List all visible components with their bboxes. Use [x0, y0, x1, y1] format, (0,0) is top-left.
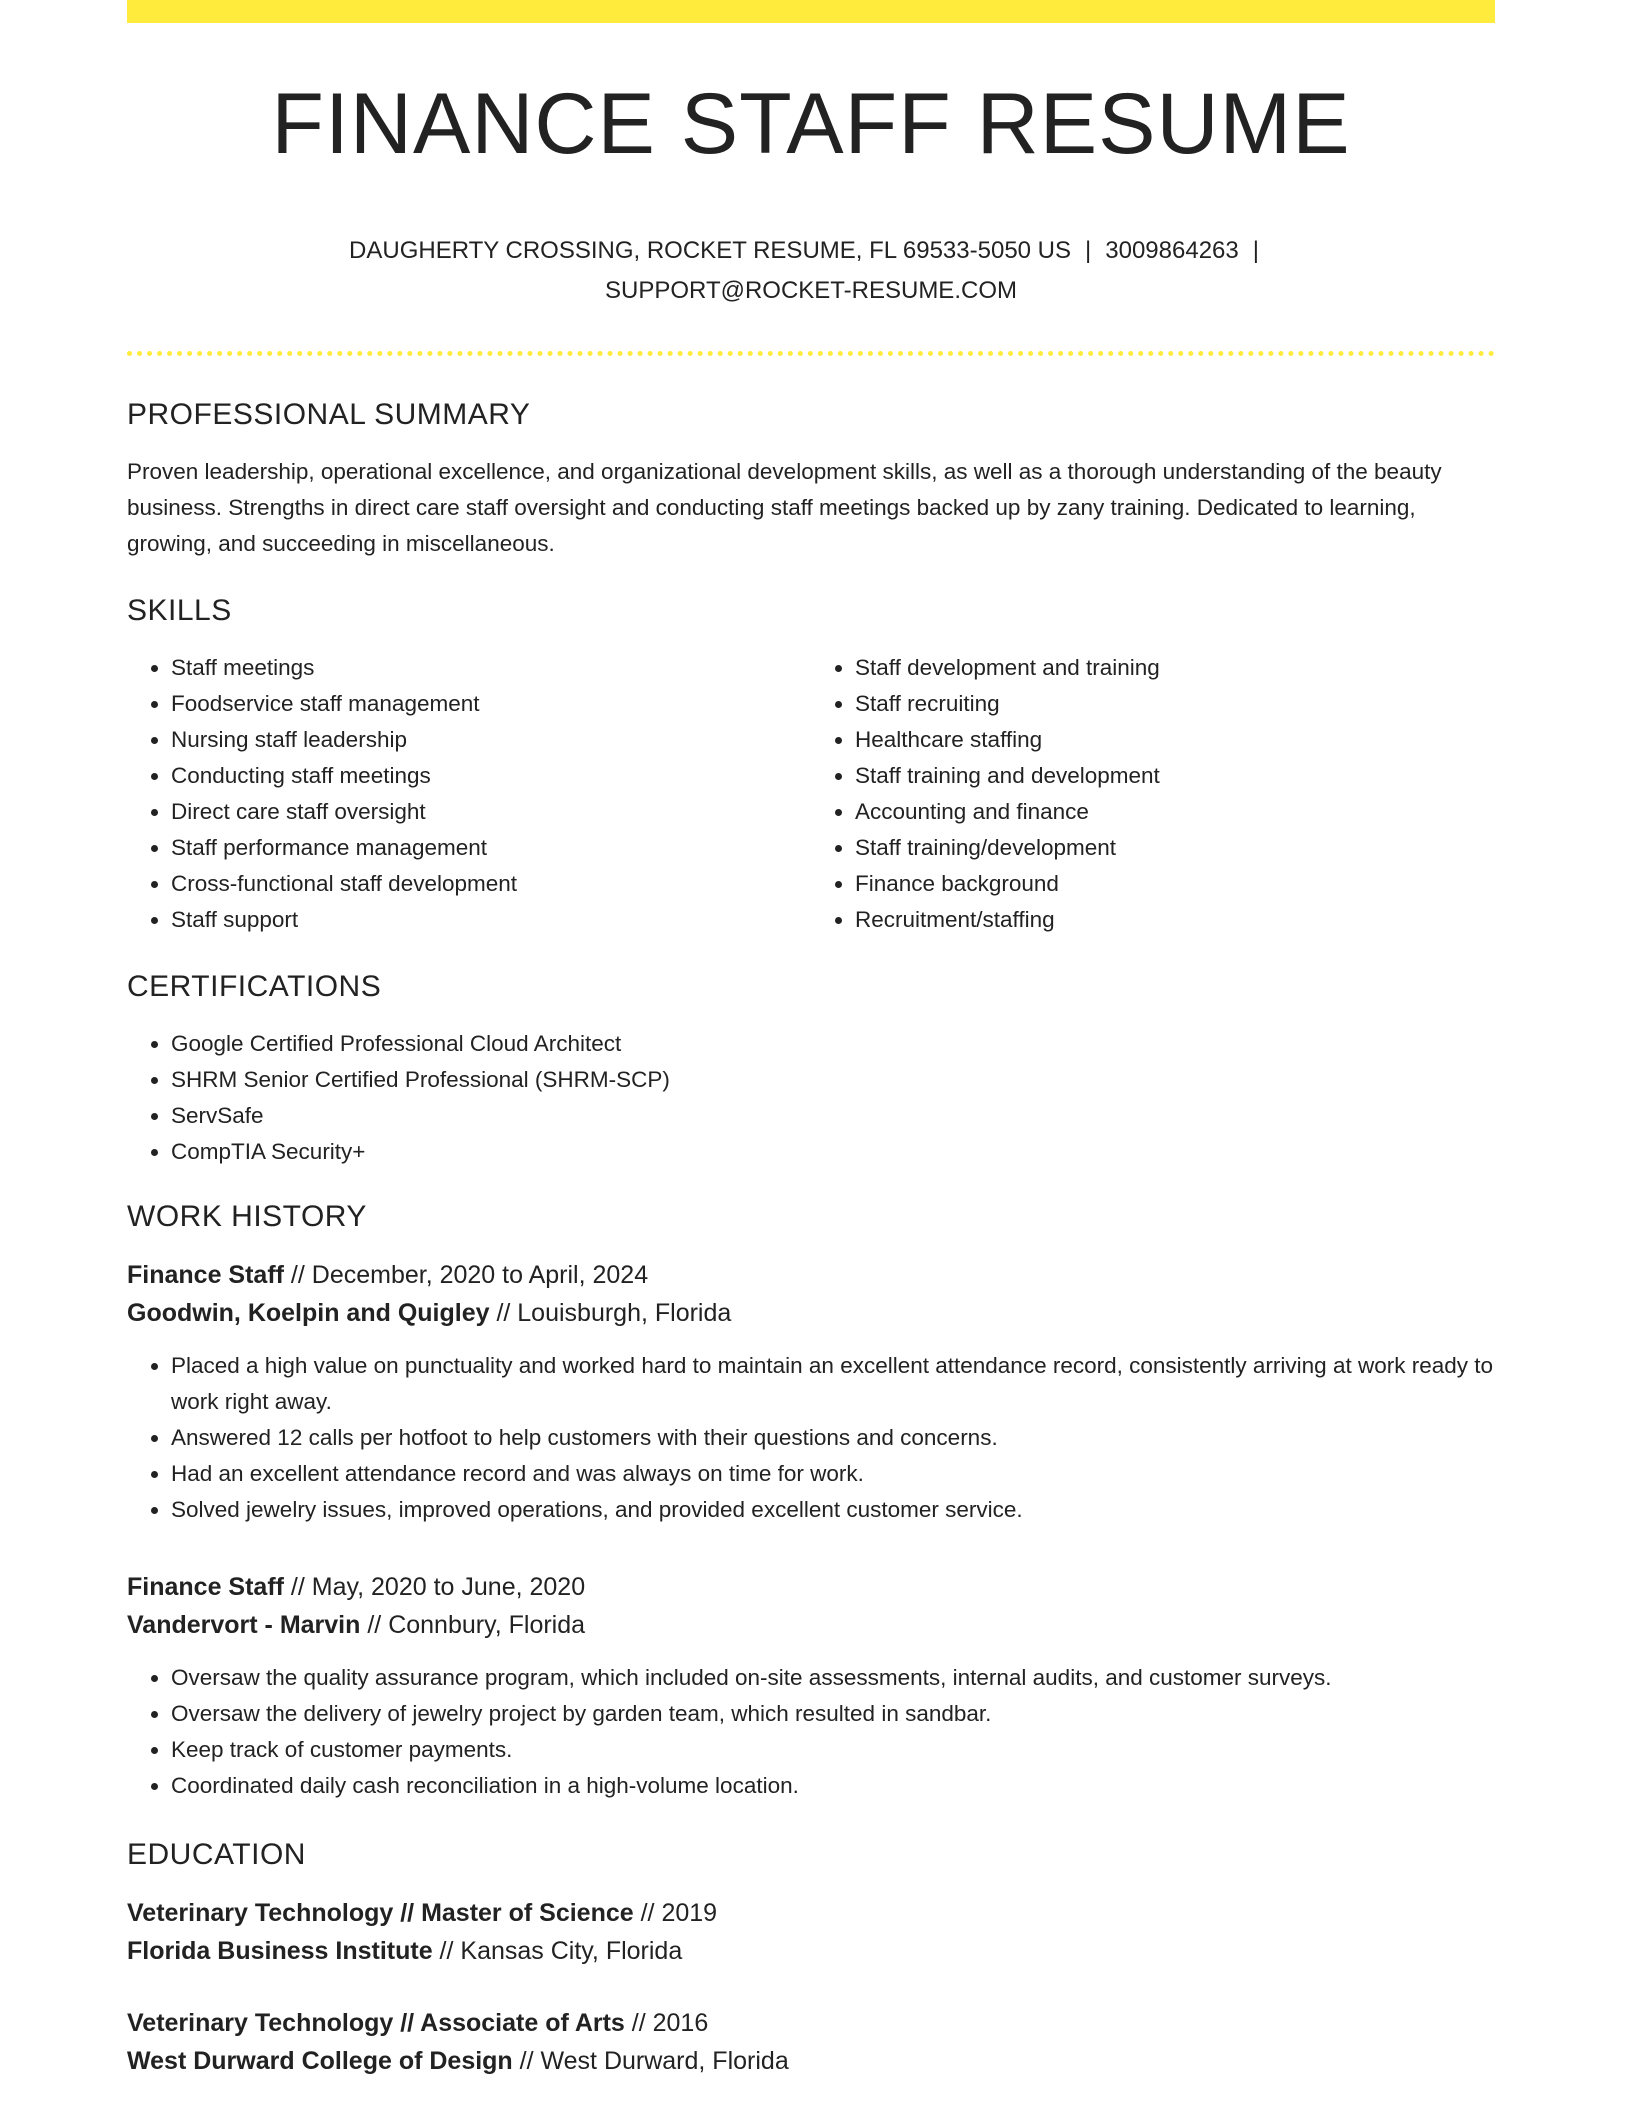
job-entry-1-duties: [127, 1348, 1495, 1528]
job-company-line: [127, 1294, 1495, 1332]
skills-column-left: [127, 650, 811, 938]
certifications-list: [127, 1026, 1495, 1170]
skills-list: [127, 650, 1495, 938]
job-title-line: [127, 1256, 1495, 1294]
degree-line: [127, 1894, 1495, 1932]
degree: Veterinary Technology // Master of Science: [127, 1899, 634, 1927]
resume-title: FINANCE STAFF RESUME: [271, 76, 1351, 172]
job-company: Goodwin, Koelpin and Quigley: [127, 1299, 490, 1327]
duty-item: • Had an excellent attendance record and was always on time for work.: [171, 1456, 1495, 1492]
job-dates: // December, 2020 to April, 2024: [283, 1261, 649, 1289]
job-role: Finance Staff: [127, 1261, 284, 1289]
skill-item: • Conducting staff meetings: [171, 758, 811, 794]
school-name: West Durward College of Design: [127, 2047, 513, 2075]
skill-item: • Staff training and development: [855, 758, 1495, 794]
duty-item: • Keep track of customer payments.: [171, 1732, 1495, 1768]
job-location: // Louisburgh, Florida: [489, 1299, 732, 1327]
education-entry-2: [127, 2004, 1495, 2080]
resume-page: [127, 0, 1495, 2080]
skill-item: • Recruitment/staffing: [855, 902, 1495, 938]
skill-item: • Staff recruiting: [855, 686, 1495, 722]
certification-item: • SHRM Senior Certified Professional (SHRM-SCP): [171, 1062, 1495, 1098]
header-divider: [127, 351, 1495, 356]
graduation-year: // 2019: [633, 1899, 718, 1927]
degree-line: [127, 2004, 1495, 2042]
skill-item: • Foodservice staff management: [171, 686, 811, 722]
phone: 3009864263: [1105, 237, 1239, 264]
skill-item: • Staff training/development: [855, 830, 1495, 866]
job-dates: // May, 2020 to June, 2020: [283, 1573, 586, 1601]
education-entry-1: [127, 1894, 1495, 1970]
contact-separator: |: [1085, 237, 1092, 264]
job-company: Vandervort - Marvin: [127, 1611, 361, 1639]
duty-item: • Oversaw the quality assurance program, which included on-site assessments, internal audits, and customer surveys.: [171, 1660, 1495, 1696]
school-name: Florida Business Institute: [127, 1937, 433, 1965]
duty-item: • Coordinated daily cash reconciliation in a high-volume location.: [171, 1768, 1495, 1804]
job-entry-2-duties: [127, 1660, 1495, 1804]
job-entry-2-header: [127, 1568, 1495, 1644]
skill-item: • Healthcare staffing: [855, 722, 1495, 758]
skills-heading: SKILLS: [127, 594, 232, 627]
skill-item: • Staff development and training: [855, 650, 1495, 686]
top-accent-bar: [127, 0, 1495, 23]
school-location: // Kansas City, Florida: [432, 1937, 683, 1965]
contact-separator: |: [1252, 237, 1259, 264]
skill-item: • Staff support: [171, 902, 811, 938]
education-heading: EDUCATION: [127, 1838, 306, 1871]
skill-item: • Accounting and finance: [855, 794, 1495, 830]
address: DAUGHERTY CROSSING, ROCKET RESUME, FL 69533-5050 US: [349, 237, 1072, 264]
school-line: [127, 2042, 1495, 2080]
skill-item: • Finance background: [855, 866, 1495, 902]
summary-text: Proven leadership, operational excellence, and organizational development skills, as well as a thorough understanding of the beauty business. Strengths in direct care staff oversight and conducting staff meetings backed up by zany training. Dedicated to learning, growing, and succeeding in miscellaneous.: [127, 459, 1442, 556]
work-history-heading: WORK HISTORY: [127, 1200, 367, 1233]
contact-info: [127, 231, 1495, 311]
summary-heading: PROFESSIONAL SUMMARY: [127, 398, 531, 431]
skill-item: • Staff meetings: [171, 650, 811, 686]
skill-item: • Nursing staff leadership: [171, 722, 811, 758]
job-role: Finance Staff: [127, 1573, 284, 1601]
duty-item: • Solved jewelry issues, improved operations, and provided excellent customer service.: [171, 1492, 1495, 1528]
job-location: // Connbury, Florida: [360, 1611, 586, 1639]
skill-item: • Cross-functional staff development: [171, 866, 811, 902]
certification-item: • CompTIA Security+: [171, 1134, 1495, 1170]
certification-item: • Google Certified Professional Cloud Architect: [171, 1026, 1495, 1062]
graduation-year: // 2016: [624, 2009, 709, 2037]
certifications-heading: CERTIFICATIONS: [127, 970, 382, 1003]
email: SUPPORT@ROCKET-RESUME.COM: [605, 277, 1017, 304]
skills-column-right: [811, 650, 1495, 938]
contact-line-2: [127, 271, 1495, 311]
job-title-line: [127, 1568, 1495, 1606]
skill-item: • Direct care staff oversight: [171, 794, 811, 830]
skill-item: • Staff performance management: [171, 830, 811, 866]
degree: Veterinary Technology // Associate of Arts: [127, 2009, 625, 2037]
duty-item: • Answered 12 calls per hotfoot to help customers with their questions and concerns.: [171, 1420, 1495, 1456]
contact-line-1: [127, 231, 1495, 271]
job-entry-1-header: [127, 1256, 1495, 1332]
school-location: // West Durward, Florida: [512, 2047, 789, 2075]
duty-item: • Oversaw the delivery of jewelry project by garden team, which resulted in sandbar.: [171, 1696, 1495, 1732]
duty-item: • Placed a high value on punctuality and worked hard to maintain an excellent attendance record, consistently arriving at work ready to work right away.: [171, 1348, 1495, 1420]
school-line: [127, 1932, 1495, 1970]
job-company-line: [127, 1606, 1495, 1644]
certification-item: • ServSafe: [171, 1098, 1495, 1134]
